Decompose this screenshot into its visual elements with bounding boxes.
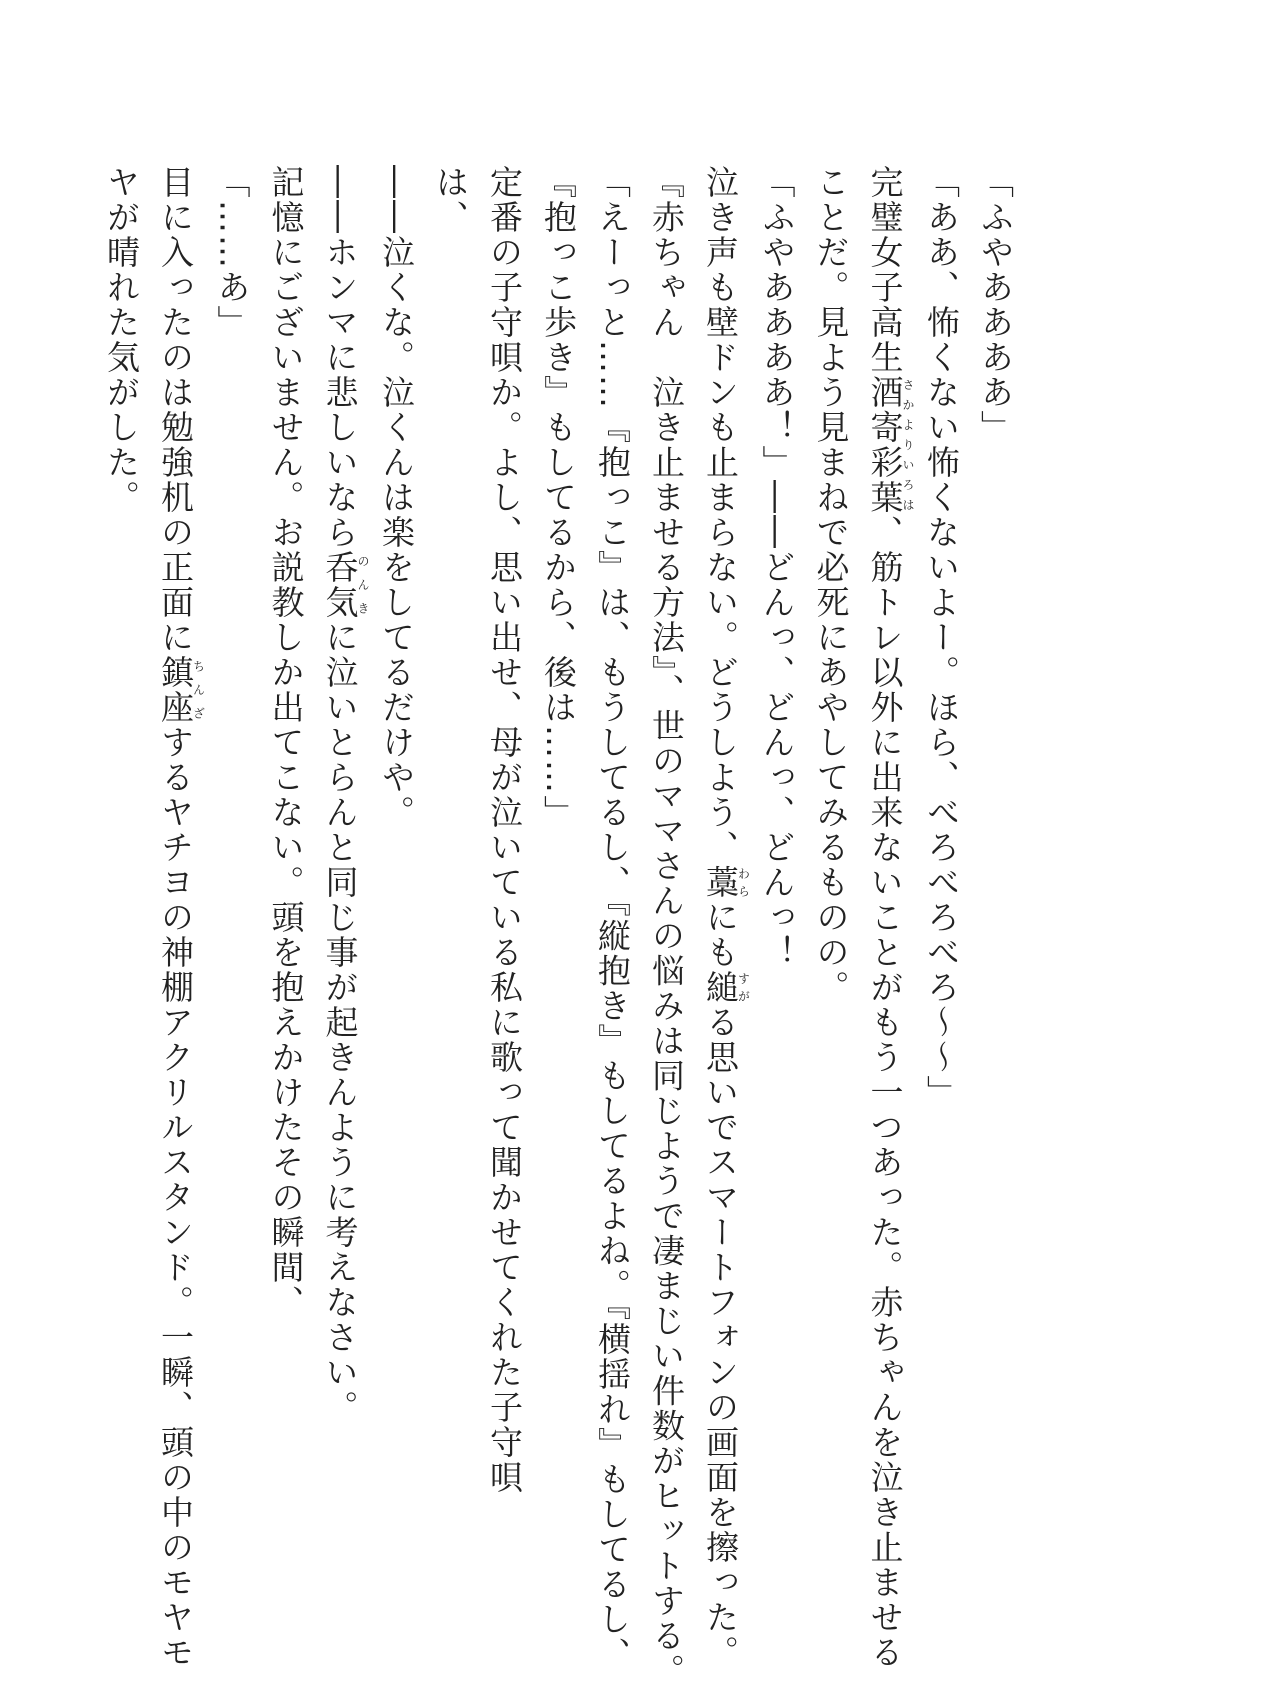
text-line-9: 『抱っこ歩き』もしてるから、後は……」 <box>539 165 578 830</box>
ruby-reading: ちんざ <box>191 655 206 725</box>
text-segment: 、筋トレ以外に出来ないことがもう一つあった。赤ちゃんを泣き止ませる <box>865 515 905 1670</box>
text-line-5: 「ふやああああ！」――どんっ、どんっ、どんっ！ <box>757 165 797 970</box>
text-line-12: ――泣くな。泣くんは楽をしてるだけや。 <box>377 165 416 830</box>
text-line-10: 定番の子守唄か。よし、思い出せ、母が泣いている私に歌って聞かせてくれた子守唄 <box>485 165 524 1495</box>
text-line-8: 「えーっと……『抱っこ』は、もうしてるし、『縦抱き』もしてるよね。『横揺れ』もしてるし、 <box>593 165 632 1672</box>
text-segment: に泣いとらんと同じ事が起きんように考えなさい。 <box>320 620 360 1425</box>
ruby-chinza <box>156 655 206 725</box>
ruby-base: 藁 <box>701 865 740 900</box>
text-line-13 <box>313 165 370 1505</box>
ruby-wara <box>701 865 751 900</box>
ruby-reading: のんき <box>356 550 370 620</box>
text-segment: 目に入ったのは勉強机の正面に <box>156 165 195 655</box>
text-line-4: ことだ。見よう見まねで必死にあやしてみるものの。 <box>811 165 851 1005</box>
ruby-reading: すが <box>736 970 751 1005</box>
text-line-6 <box>693 165 751 1670</box>
vertical-text-body <box>102 165 1022 1689</box>
text-line-15: 「……あ」 <box>212 165 252 340</box>
text-line-3 <box>858 165 915 1670</box>
text-line-11: は、 <box>431 165 470 235</box>
ruby-sakayori-iroha <box>865 375 915 515</box>
text-line-14: 記憶にございません。お説教しか出てこない。頭を抱えかけたその瞬間、 <box>266 165 306 1320</box>
text-line-17: ヤが晴れた気がした。 <box>102 165 141 515</box>
text-segment: するヤチヨの神棚アクリルスタンド。一瞬、頭の中のモヤモ <box>156 725 195 1670</box>
text-segment: にも <box>701 900 740 970</box>
ruby-base: 酒寄彩葉 <box>865 375 905 515</box>
ruby-base: 呑気 <box>320 550 360 620</box>
text-line-7: 『赤ちゃん 泣き止ませる方法』、世のママさんの悩みは同じようで凄まじい件数がヒットする。 <box>647 165 686 1689</box>
text-segment: る思いでスマートフォンの画面を擦った。 <box>701 1005 740 1670</box>
text-line-16 <box>148 165 206 1670</box>
ruby-reading: さかよりいろは <box>901 375 915 515</box>
ruby-base: 縋 <box>701 970 740 1005</box>
ruby-suga <box>701 970 751 1005</box>
text-segment: 完璧女子高生 <box>865 165 905 375</box>
text-segment: ――ホンマに悲しいなら <box>320 165 360 550</box>
text-segment: 泣き声も壁ドンも止まらない。どうしよう、 <box>701 165 740 865</box>
ruby-nonki <box>320 550 370 620</box>
text-line-2: 「ああ、怖くない怖くないよー。ほら、べろべろべろ〜〜」 <box>922 165 961 1110</box>
text-line-1: 「ふやああああ」 <box>976 165 1015 445</box>
ruby-base: 鎮座 <box>156 655 195 725</box>
ruby-reading: わら <box>736 865 751 900</box>
